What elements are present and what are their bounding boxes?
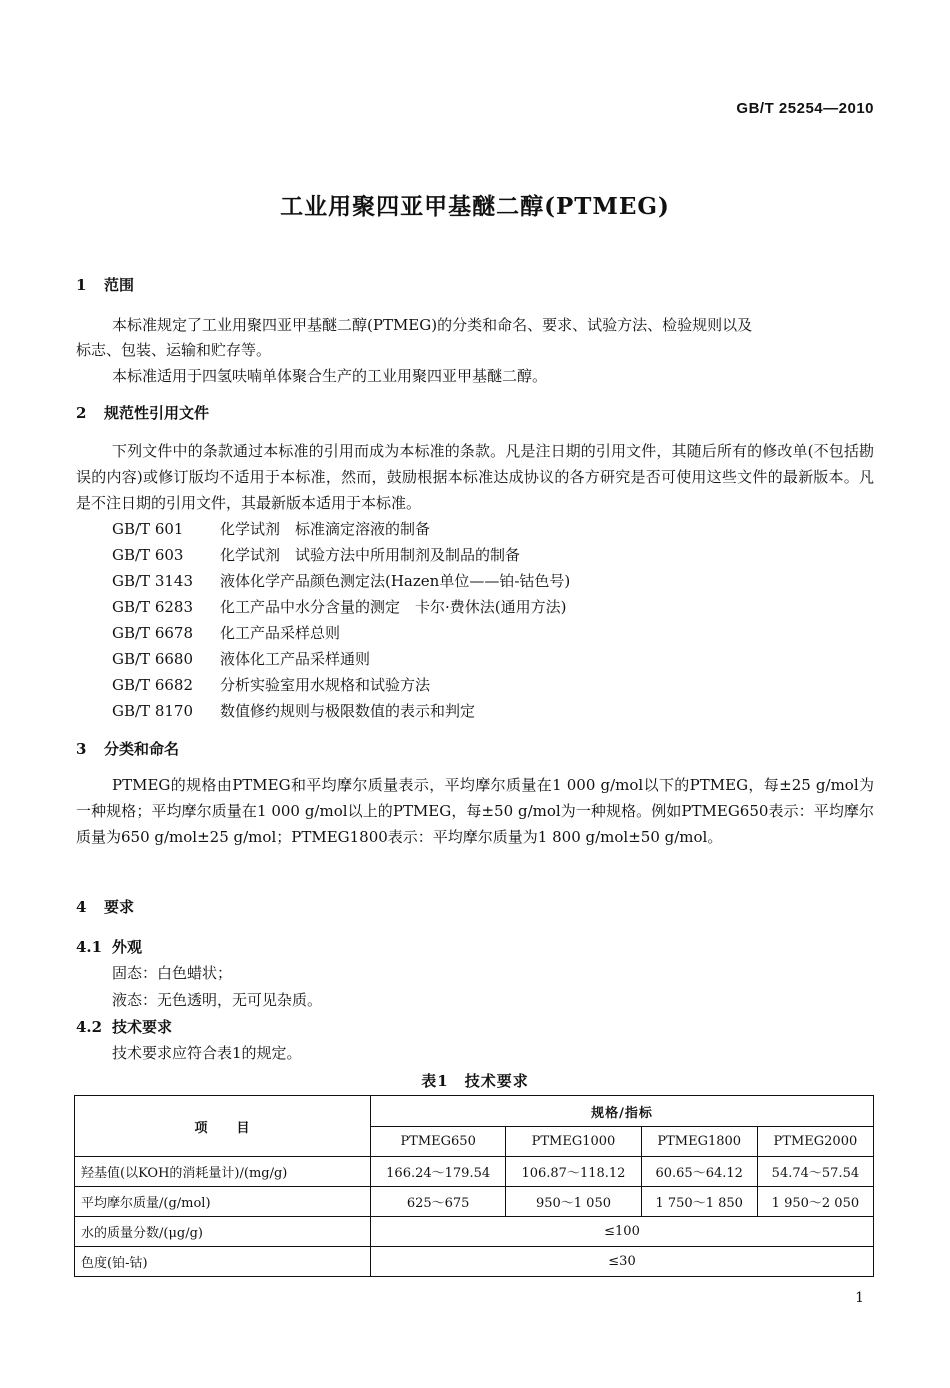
subsection-title: 外观 xyxy=(112,938,143,956)
section-title: 要求 xyxy=(104,898,135,916)
section-4-heading xyxy=(76,896,134,917)
reference-code: GB/T 601 xyxy=(112,520,184,538)
section-3-text: PTMEG的规格由PTMEG和平均摩尔质量表示，平均摩尔质量在1 000 g/mol以下的PTMEG，每±25 g/mol为一种规格；平均摩尔质量在1 000 g/mol以上的PTMEG，每±50 g/mol为一种规格。例如PTMEG650表示：平均摩尔质量为650 g/mol±25 g/mol；PTMEG1800表示：平均摩尔质量为1 800 g/mol±50 g/mol。 xyxy=(76,776,874,846)
table-row xyxy=(75,1247,874,1277)
section-title: 范围 xyxy=(104,276,135,294)
table-row xyxy=(75,1217,874,1247)
section-number: 4 xyxy=(76,898,87,916)
reference-title: 液体化学产品颜色测定法(Hazen单位——铂-钴色号) xyxy=(220,572,571,590)
section-4-2-heading xyxy=(76,1016,172,1037)
reference-item xyxy=(112,648,370,669)
table-header-row xyxy=(75,1096,874,1127)
section-1-para2: 本标准适用于四氢呋喃单体聚合生产的工业用聚四亚甲基醚二醇。 xyxy=(112,367,548,385)
section-4-1-heading xyxy=(76,936,142,957)
reference-code: GB/T 6678 xyxy=(112,624,194,642)
reference-item xyxy=(112,518,430,539)
section-title: 分类和命名 xyxy=(104,740,180,758)
grade-header: PTMEG650 xyxy=(371,1127,506,1157)
row-item: 水的质量分数/(μg/g) xyxy=(75,1217,371,1247)
reference-item xyxy=(112,570,570,591)
reference-code: GB/T 8170 xyxy=(112,702,194,720)
section-title: 规范性引用文件 xyxy=(104,404,210,422)
row-value: ≤30 xyxy=(371,1247,874,1277)
technical-requirements-table xyxy=(74,1095,874,1277)
reference-item xyxy=(112,596,566,617)
table-row xyxy=(75,1157,874,1187)
reference-code: GB/T 603 xyxy=(112,546,184,564)
section-1-heading xyxy=(76,274,134,295)
section-number: 3 xyxy=(76,740,87,758)
page-number: 1 xyxy=(855,1290,864,1306)
section-2-heading xyxy=(76,402,209,423)
item-header: 项 目 xyxy=(75,1096,371,1157)
reference-code: GB/T 3143 xyxy=(112,572,194,590)
reference-code: GB/T 6682 xyxy=(112,676,194,694)
row-item: 平均摩尔质量/(g/mol) xyxy=(75,1187,371,1217)
row-value: ≤100 xyxy=(371,1217,874,1247)
reference-title: 数值修约规则与极限数值的表示和判定 xyxy=(220,702,476,720)
row-value: 166.24～179.54 xyxy=(371,1157,506,1187)
reference-item xyxy=(112,674,430,695)
table-row xyxy=(75,1187,874,1217)
reference-item xyxy=(112,544,520,565)
reference-item xyxy=(112,622,340,643)
appearance-liquid: 液态：无色透明，无可见杂质。 xyxy=(112,991,323,1009)
row-item: 色度(铂-钴) xyxy=(75,1247,371,1277)
row-value: 60.65～64.12 xyxy=(641,1157,757,1187)
reference-title: 分析实验室用水规格和试验方法 xyxy=(220,676,431,694)
subsection-number: 4.2 xyxy=(76,1018,103,1036)
reference-title: 液体化工产品采样通则 xyxy=(220,650,371,668)
subsection-title: 技术要求 xyxy=(112,1018,173,1036)
appearance-solid: 固态：白色蜡状； xyxy=(112,964,233,982)
grade-header: PTMEG2000 xyxy=(757,1127,873,1157)
reference-code: GB/T 6680 xyxy=(112,650,194,668)
reference-title: 化学试剂 标准滴定溶液的制备 xyxy=(220,520,431,538)
document-title: 工业用聚四亚甲基醚二醇(PTMEG) xyxy=(280,193,670,220)
reference-title: 化工产品采样总则 xyxy=(220,624,341,642)
reference-title: 化学试剂 试验方法中所用制剂及制品的制备 xyxy=(220,546,521,564)
grade-header: PTMEG1000 xyxy=(506,1127,641,1157)
table-caption: 表1 技术要求 xyxy=(421,1072,529,1090)
row-value: 54.74～57.54 xyxy=(757,1157,873,1187)
grade-header: PTMEG1800 xyxy=(641,1127,757,1157)
subsection-number: 4.1 xyxy=(76,938,103,956)
row-value: 1 750～1 850 xyxy=(641,1187,757,1217)
row-value: 950～1 050 xyxy=(506,1187,641,1217)
reference-item xyxy=(112,700,475,721)
section-1-para1-line1: 本标准规定了工业用聚四亚甲基醚二醇(PTMEG)的分类和命名、要求、试验方法、检验规则以及 xyxy=(112,316,753,334)
reference-title: 化工产品中水分含量的测定 卡尔·费休法(通用方法) xyxy=(220,598,567,616)
row-item: 羟基值(以KOH的消耗量计)/(mg/g) xyxy=(75,1157,371,1187)
section-number: 2 xyxy=(76,404,87,422)
section-number: 1 xyxy=(76,276,87,294)
reference-code: GB/T 6283 xyxy=(112,598,194,616)
spec-header: 规格/指标 xyxy=(371,1096,874,1127)
technical-requirements-text: 技术要求应符合表1的规定。 xyxy=(112,1044,302,1062)
row-value: 625～675 xyxy=(371,1187,506,1217)
row-value: 1 950～2 050 xyxy=(757,1187,873,1217)
standard-code: GB/T 25254—2010 xyxy=(736,100,874,117)
section-3-heading xyxy=(76,738,179,759)
section-1-para1-line2: 标志、包装、运输和贮存等。 xyxy=(76,341,272,359)
section-2-intro: 下列文件中的条款通过本标准的引用而成为本标准的条款。凡是注日期的引用文件，其随后所有的修改单(不包括勘误的内容)或修订版均不适用于本标准，然而，鼓励根据本标准达成协议的各方研究是否可使用这些文件的最新版本。凡是不注日期的引用文件，其最新版本适用于本标准。 xyxy=(76,442,874,512)
row-value: 106.87～118.12 xyxy=(506,1157,641,1187)
